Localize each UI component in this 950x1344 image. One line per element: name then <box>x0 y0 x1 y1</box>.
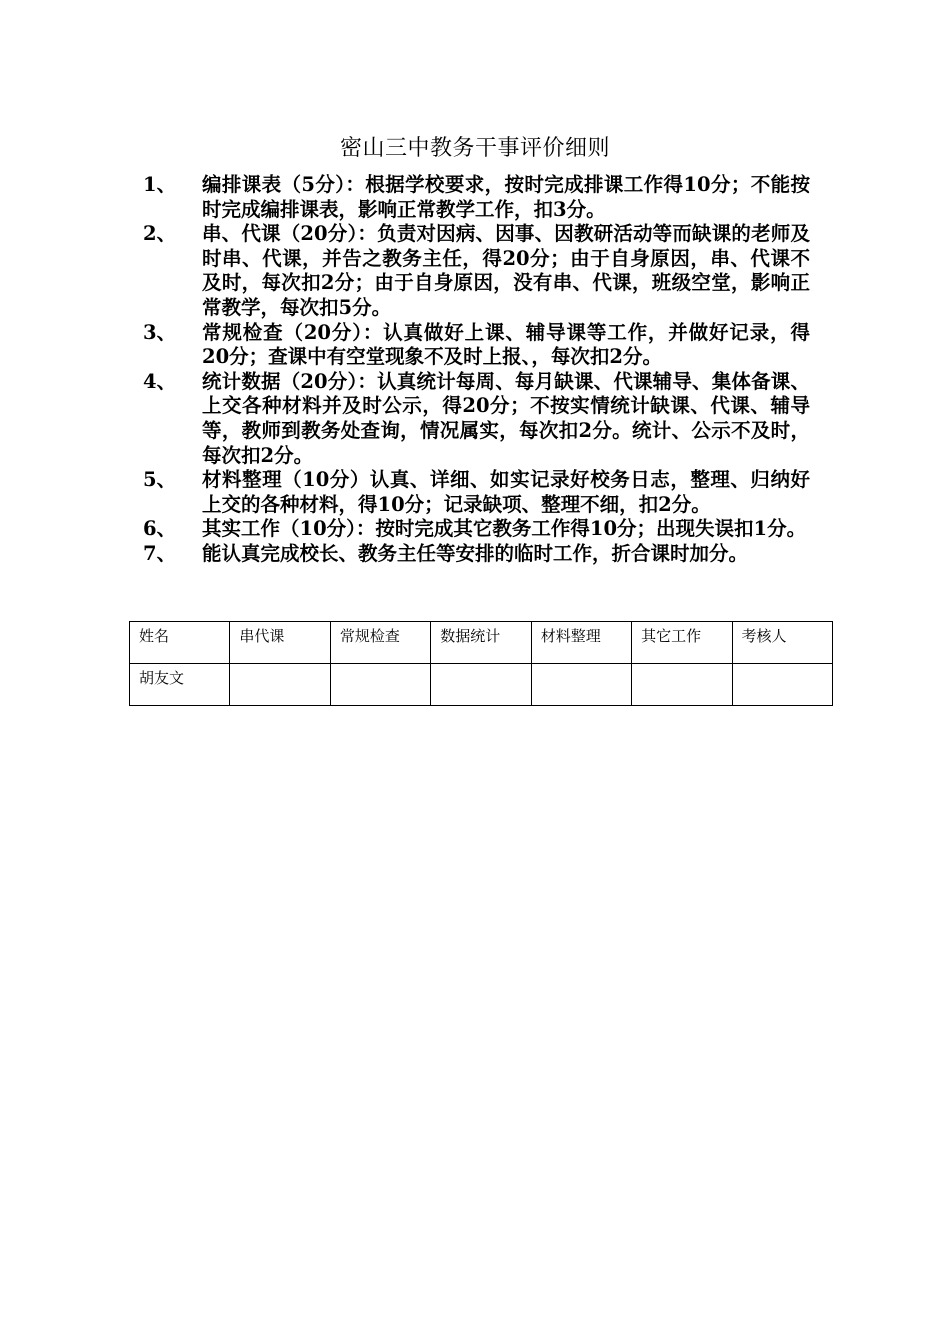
rule-text: 材料整理（10分）认真、详细、如实记录好校务日志，整理、归纳好上交的各种材料，得10分；记录缺项、整理不细，扣2分。 <box>202 468 810 516</box>
table-header-row <box>130 622 833 664</box>
table-cell <box>531 664 631 706</box>
rule-number: 1、 <box>143 173 177 196</box>
rule-text: 能认真完成校长、教务主任等安排的临时工作，折合课时加分。 <box>202 541 749 565</box>
document-title: 密山三中教务干事评价细则 <box>339 136 610 161</box>
rule-text: 其实工作（10分）：按时完成其它教务工作得10分；出现失误扣1分。 <box>202 517 807 541</box>
table-cell <box>732 664 832 706</box>
rule-item <box>143 222 810 320</box>
header-cell-routine-check: 常规检查 <box>330 622 430 664</box>
rule-item <box>143 370 810 468</box>
rule-number: 5、 <box>143 468 177 492</box>
header-cell-materials: 材料整理 <box>531 622 631 664</box>
rule-text: 常规检查（20分）：认真做好上课、辅导课等工作，并做好记录，得20分；查课中有空堂现象不及时上报、，每次扣2分。 <box>202 320 810 369</box>
rules-list <box>143 173 810 567</box>
rule-number: 2、 <box>143 222 177 246</box>
table-cell <box>230 664 330 706</box>
rule-number: 7、 <box>143 541 177 565</box>
rule-item <box>143 517 810 542</box>
rule-text: 编排课表（5分）：根据学校要求，按时完成排课工作得10分；不能按时完成编排课表，影响正常教学工作，扣3分。 <box>202 173 810 221</box>
header-cell-name: 姓名 <box>130 622 230 664</box>
header-cell-other-work: 其它工作 <box>632 622 732 664</box>
rule-text: 统计数据（20分）：认真统计每周、每月缺课、代课辅导、集体备课、上交各种材料并及时公示，得20分；不按实情统计缺课、代课、辅导等，教师到教务处查询，情况属实，每次扣2分。统计、公示不及时，每次扣2分。 <box>202 369 810 467</box>
rule-item <box>143 468 810 517</box>
header-cell-substitution: 串代课 <box>230 622 330 664</box>
header-cell-statistics: 数据统计 <box>431 622 531 664</box>
rule-item <box>143 173 810 222</box>
rule-item <box>143 321 810 370</box>
rule-number: 4、 <box>143 369 177 393</box>
table-row <box>130 664 833 706</box>
rule-number: 3、 <box>143 320 177 344</box>
rule-number: 6、 <box>143 517 177 541</box>
table-cell <box>330 664 430 706</box>
rule-text: 串、代课（20分）：负责对因病、因事、因教研活动等而缺课的老师及时串、代课，并告之教务主任，得20分；由于自身原因，串、代课不及时，每次扣2分；由于自身原因，没有串、代课，班级空堂，影响正常教学，每次扣5分。 <box>202 222 810 319</box>
evaluation-table <box>129 621 833 706</box>
rule-item <box>143 542 810 567</box>
table-cell: 胡友文 <box>130 664 230 706</box>
table-cell <box>632 664 732 706</box>
header-cell-assessor: 考核人 <box>732 622 832 664</box>
table-cell <box>431 664 531 706</box>
